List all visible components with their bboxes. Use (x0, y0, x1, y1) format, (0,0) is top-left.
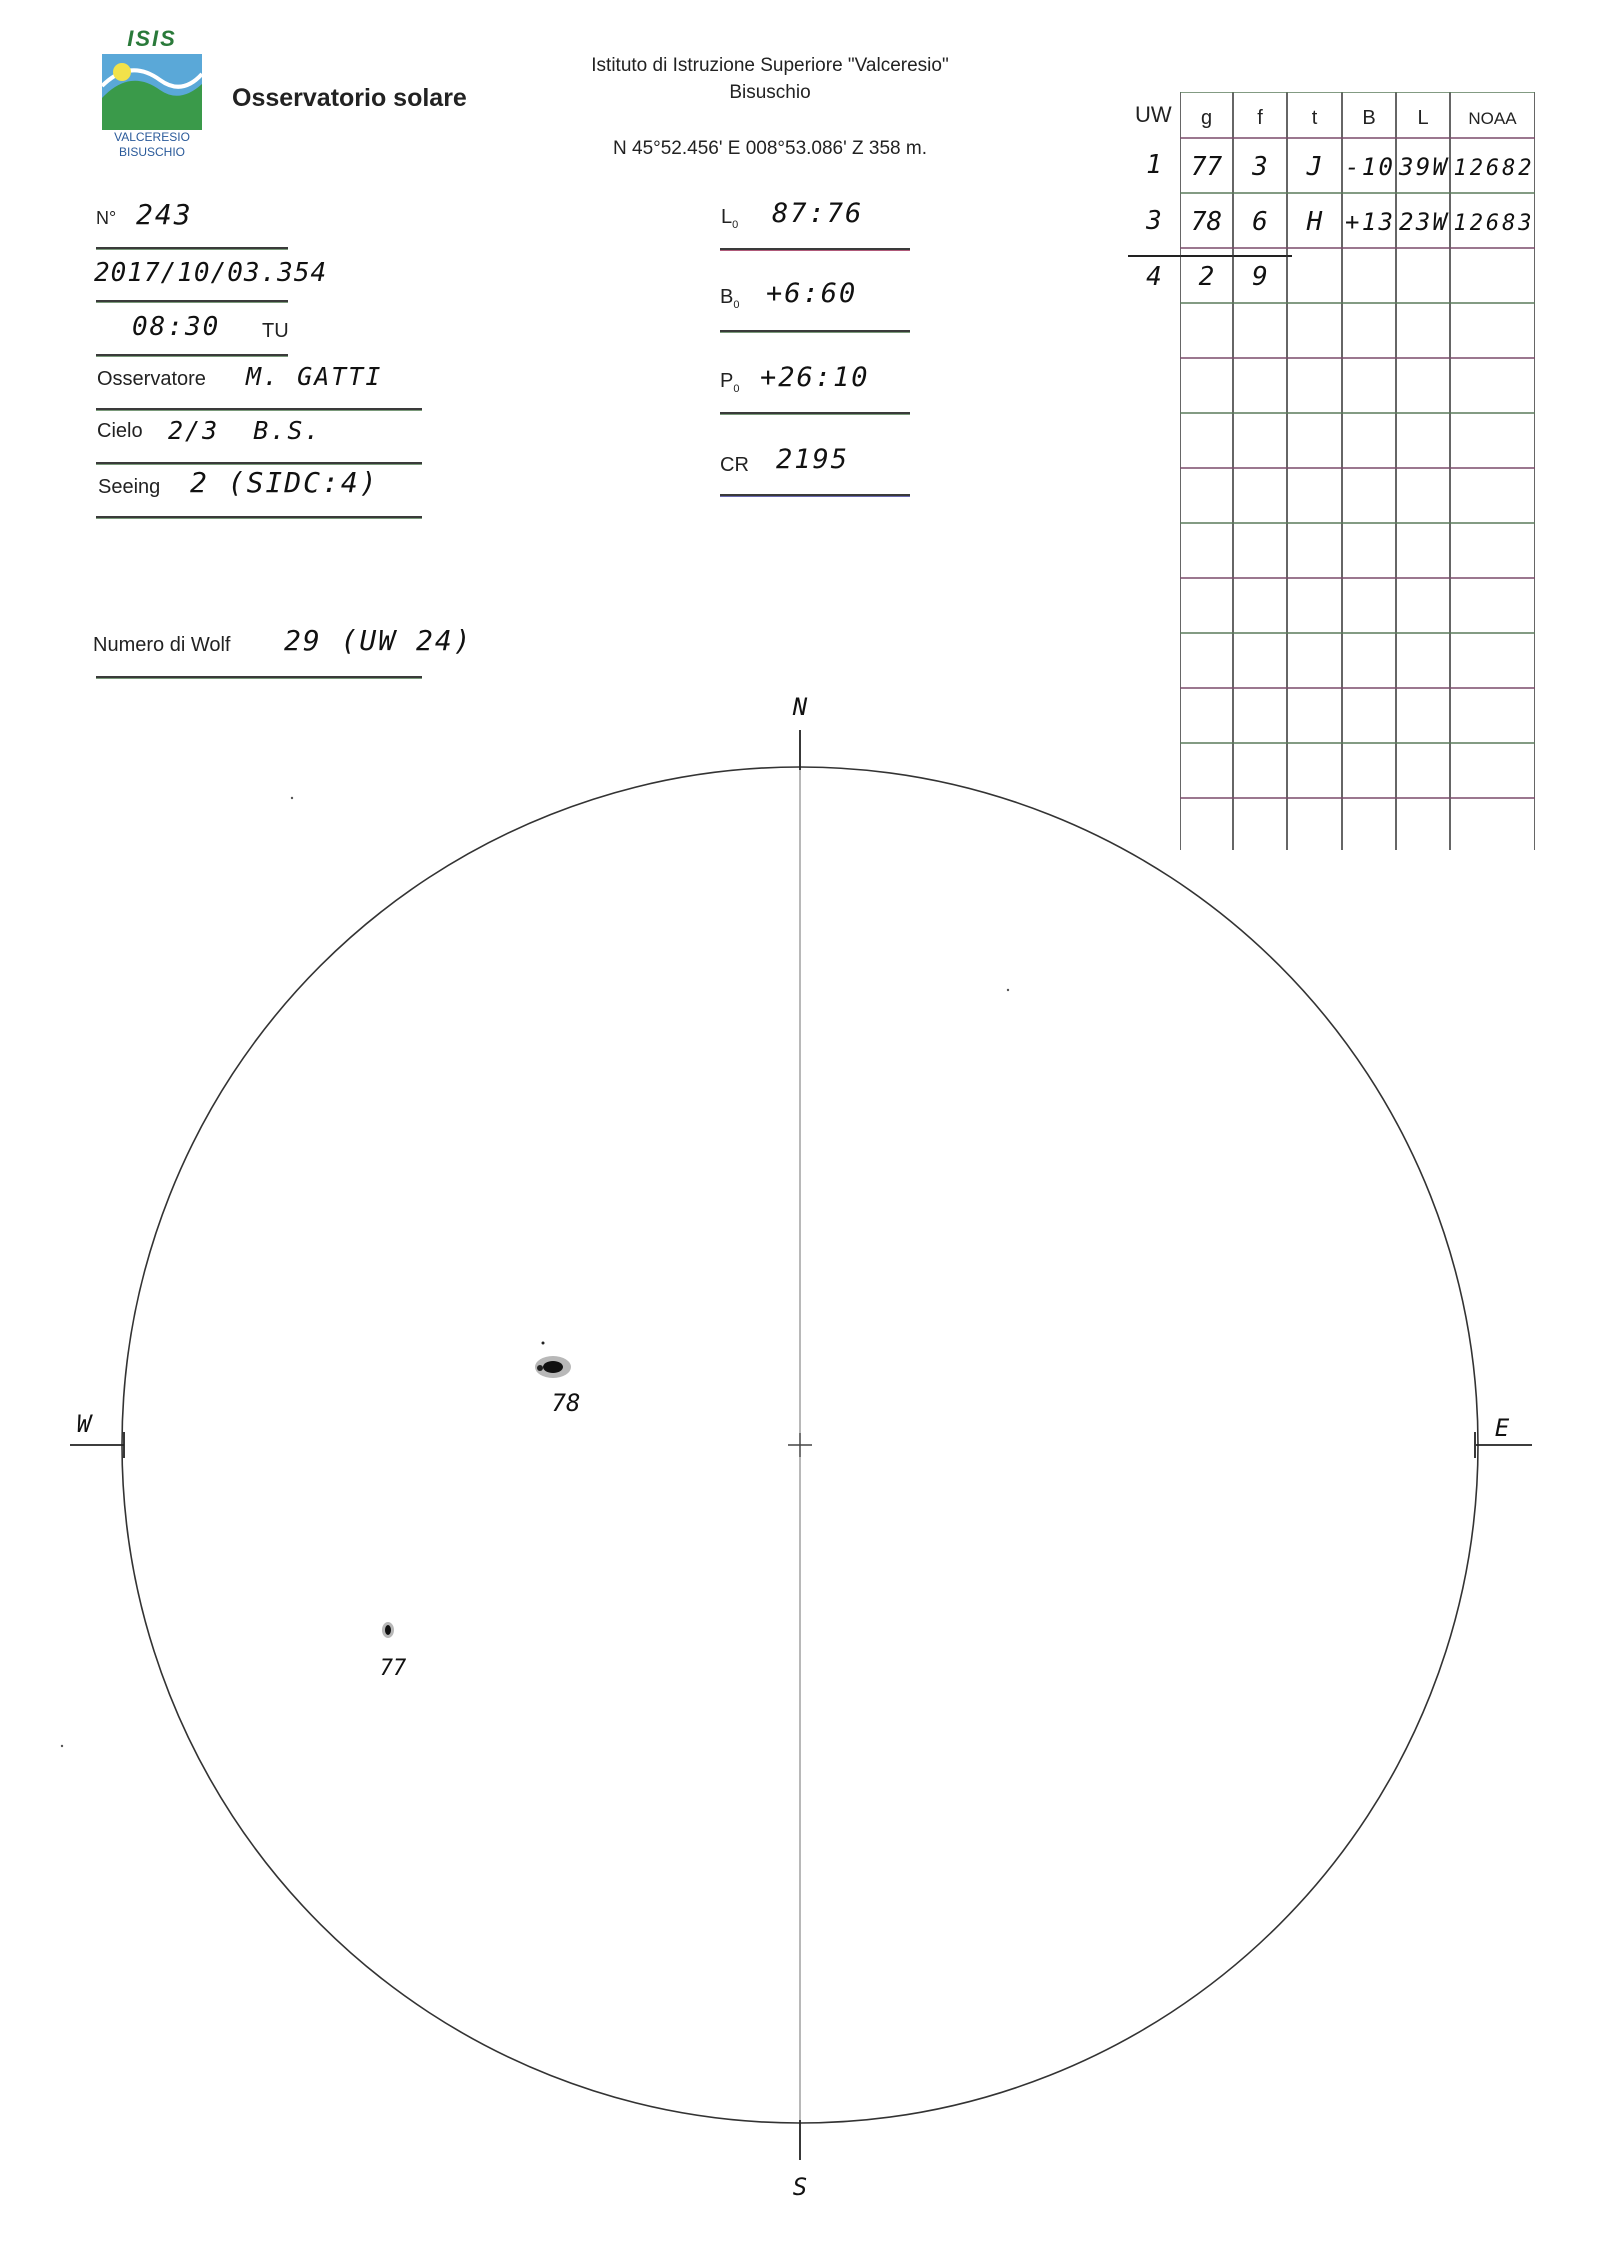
table-text (1191, 107, 1532, 292)
table-header-noaa: NOAA (1468, 109, 1517, 128)
table-header-f: f (1257, 107, 1263, 129)
north-label: N (792, 693, 808, 721)
table-cell: 77 (1190, 152, 1223, 182)
wolf-number-value: 29 (UW 24) (284, 624, 473, 657)
time-value: 08:30 (132, 312, 221, 342)
observer-label: Osservatore (97, 368, 206, 390)
table-cell: 3 (1252, 152, 1268, 182)
observatory-coordinates: N 45°52.456' E 008°53.086' Z 358 m. (613, 138, 927, 159)
cr-label: CR (720, 454, 749, 476)
table-cell: 9 (1252, 262, 1268, 292)
observer-underline (96, 408, 422, 411)
table-cell: H (1306, 207, 1323, 237)
table-header-g: g (1200, 107, 1213, 129)
logo-subtitle-1: VALCERESIO (114, 130, 190, 144)
uw-value-1: 1 (1146, 150, 1164, 180)
west-label: W (76, 1410, 92, 1438)
table-cell: 23W (1399, 208, 1447, 236)
solar-disk-drawing (0, 680, 1600, 2240)
p0-value: +26:10 (760, 362, 870, 393)
date-value: 2017/10/03.354 (94, 258, 328, 288)
logo-wordmark: ISIS (127, 26, 177, 51)
table-cell: 12682 (1453, 156, 1532, 181)
table-cell: 39W (1399, 153, 1447, 181)
table-cell: 2 (1198, 262, 1215, 292)
wolf-number-label: Numero di Wolf (93, 634, 231, 656)
sunspot-group-label-78: 78 (551, 1389, 581, 1417)
seeing-label: Seeing (98, 476, 161, 498)
table-header-b: B (1362, 107, 1376, 129)
cr-underline (720, 494, 910, 497)
observatory-title: Osservatorio solare (232, 84, 467, 112)
table-cell: J (1306, 152, 1323, 182)
logo-subtitle-2: BISUSCHIO (118, 145, 185, 159)
cr-value: 2195 (776, 444, 850, 475)
b0-label: $B_0$ (720, 286, 740, 311)
paper-speck (61, 1745, 63, 1747)
table-cell: 12683 (1453, 211, 1532, 236)
l0-label: $L_0$ (721, 206, 739, 231)
uw-value-3: 4 (1146, 262, 1164, 292)
sunspot-group-77 (382, 1622, 394, 1638)
b0-value: +6:60 (766, 278, 858, 309)
wolf-underline (96, 676, 422, 679)
paper-speck (291, 797, 293, 799)
south-label: S (792, 2173, 808, 2201)
table-cell: +13 (1345, 208, 1393, 236)
uw-header: UW (1135, 102, 1172, 127)
sky-label: Cielo (97, 420, 143, 442)
number-label: N° (96, 208, 117, 228)
uw-value-2: 3 (1146, 206, 1164, 236)
table-cell: 78 (1190, 207, 1223, 237)
p0-underline (720, 412, 910, 415)
p0-label: $P_0$ (720, 370, 740, 395)
institute-name: Istituto di Istruzione Superiore "Valceresio" (591, 55, 949, 76)
b0-underline (720, 330, 910, 333)
sky-underline (96, 462, 422, 465)
sky-value: 2/3 B.S. (168, 416, 322, 445)
sunspot-group-label-77: 77 (379, 1656, 407, 1681)
time-underline (96, 354, 288, 357)
date-underline (96, 300, 288, 303)
table-header-t: t (1311, 107, 1318, 129)
seeing-value: 2 (SIDC:4) (190, 466, 379, 499)
table-cell: -10 (1345, 153, 1393, 181)
table-header-l: L (1417, 107, 1429, 129)
east-label: E (1494, 1414, 1510, 1442)
l0-underline (720, 248, 910, 251)
number-value: 243 (136, 198, 193, 231)
observer-value: M. GATTI (246, 362, 383, 391)
l0-value: 87:76 (772, 198, 864, 229)
seeing-underline (96, 516, 422, 519)
institute-town: Bisuschio (729, 82, 811, 103)
paper-speck (1007, 989, 1009, 991)
number-underline (96, 247, 288, 250)
table-cell: 6 (1252, 207, 1268, 237)
sunspot-group-78 (535, 1342, 571, 1379)
time-unit: TU (262, 320, 289, 342)
